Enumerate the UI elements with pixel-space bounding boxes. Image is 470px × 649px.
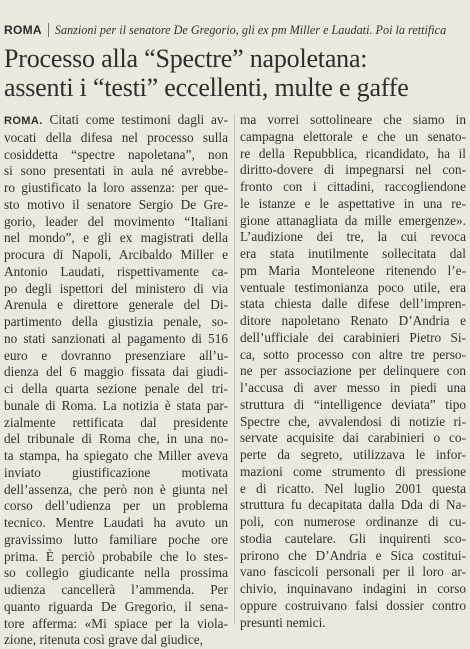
text-line: ta stampa, ha spiegato che Miller aveva <box>4 448 228 463</box>
text-line: servate acquisite dai carabinieri o co- <box>240 430 466 446</box>
text-line: diritto-dovere di impegnarsi nel con- <box>240 162 466 178</box>
text-line: corso dell’udienza per un problema <box>4 498 228 514</box>
text-line: bunale di Roma. La notizia è stata par- <box>4 397 228 413</box>
text-line: fronto con i cittadini, raccogliendone <box>240 179 466 194</box>
kicker-divider <box>48 23 49 37</box>
text-line: euro e dovranno presenziare all’u- <box>4 347 228 363</box>
headline-line: assenti i “testi” eccellenti, multe e gaffe <box>4 73 409 102</box>
text-line: no stati sanzionati al pagamento di 516 <box>4 330 228 346</box>
headline-line: Processo alla “Spectre” napoletana: <box>4 44 368 73</box>
text-line: dell’assenza, che però non è giunta nel <box>4 481 228 497</box>
column-divider <box>234 114 235 624</box>
text-line: poli, con numerose ordinanze di cu- <box>240 514 466 529</box>
text-line-body: Citati come testimoni dagli av- <box>42 112 228 127</box>
text-line: tore afferma: «Mi spiace per la viola- <box>4 615 228 631</box>
text-line: partimento della giustizia penale, so- <box>4 314 228 329</box>
article-kicker <box>4 20 466 40</box>
text-line: Antonio Laudati, rispettivamente ca- <box>4 263 228 279</box>
text-line: sto motivo il senatore Sergio De Gre- <box>4 196 228 212</box>
article-column-2 <box>240 112 466 631</box>
text-line: cosiddetta “spectre napoletana”, non <box>4 146 228 162</box>
text-line: e di ricatto. Nel luglio 2001 questa <box>240 480 466 496</box>
article-headline <box>4 44 468 102</box>
text-line: pm Maria Monteleone ritenendo l’e- <box>240 262 466 278</box>
text-line: presunti nemici. <box>240 614 326 630</box>
text-line: campagna elettorale e che un senato- <box>240 128 466 144</box>
text-line: struttura fu decapitata dalla Dda di Na- <box>240 497 466 513</box>
text-line: ca, sotto processo con altre tre perso- <box>240 346 466 362</box>
text-line <box>4 112 228 130</box>
text-line: prirono che D’Andria e Sica costitui- <box>240 547 466 563</box>
text-line: mazioni come strumento di pressione <box>240 463 466 479</box>
article-column-1 <box>4 112 228 649</box>
text-line: dienza del 6 maggio fissata dai giudi- <box>4 364 228 380</box>
text-line: Arenula e direttore generale del Di- <box>4 297 228 313</box>
text-line: nel mondo”, e gli ex magistrati della <box>4 230 228 246</box>
text-line: L’audizione dei tre, la cui revoca <box>240 229 466 245</box>
text-line: ci della quarta sezione penale del tri- <box>4 381 228 396</box>
text-line: gione attanagliata da mille emergenze». <box>240 212 466 228</box>
text-line: inviato giustificazione motivata <box>4 464 228 480</box>
text-line: vano fascicoli personali per il loro ar- <box>240 564 466 580</box>
text-line: le istanze e le aspettative in una re- <box>240 195 466 211</box>
text-line: zione, ritenuta così grave dal giudice, <box>4 632 204 648</box>
text-line: stata chiesta dalle difese dell’impren- <box>240 296 466 312</box>
text-line: zialmente rettificata dal presidente <box>4 414 228 430</box>
text-line: tecnico. Mentre Laudati ha avuto un <box>4 515 228 530</box>
text-line: dell’ufficiale dei carabinieri Pietro Si- <box>240 329 466 345</box>
text-line: so collegio giudicante nella prossima <box>4 565 228 581</box>
text-line: gorio, leader del movimento “Italiani <box>4 213 228 229</box>
text-line: si sono presentati in aula né avrebbe- <box>4 163 228 179</box>
text-line: re della Repubblica, ricandidato, ha il <box>240 145 466 161</box>
section-label: ROMA <box>4 23 42 37</box>
text-line: era stata inutilmente sollecitata dal <box>240 246 466 261</box>
text-line: quanto riguarda De Gregorio, il sena- <box>4 598 228 614</box>
text-line: l’accusa di aver messo in piedi una <box>240 380 466 395</box>
text-line: vocati della difesa nel processo sulla <box>4 129 228 145</box>
text-line: stodia cautelare. Gli inquirenti sco- <box>240 530 466 546</box>
text-line: del tribunale di Roma che, in una no- <box>4 431 228 447</box>
text-line: ditore napoletano Renato D’Andria e <box>240 313 466 328</box>
text-line: struttura di “intelligence deviata” tipo <box>240 396 466 412</box>
text-line: Spectre che, avvalendosi di notizie ri- <box>240 413 466 429</box>
text-line: chivio, inquinavano indagini in corso <box>240 581 466 596</box>
article-subtitle: Sanzioni per il senatore De Gregorio, gli ex pm Miller e Laudati. Poi la rettifica <box>54 22 447 37</box>
text-line: ro giustificato la loro assenza: per que- <box>4 180 228 195</box>
text-line: procura di Napoli, Arcibaldo Miller e <box>4 247 228 262</box>
text-line: gravissimo lutto familiare poche ore <box>4 531 228 547</box>
text-line: perte da segreto, utilizzava le infor- <box>240 447 466 462</box>
text-line: ne per associazione per delinquere con <box>240 363 466 379</box>
text-line: ventuale testimonianza poco utile, era <box>240 279 466 295</box>
text-line: po degli ispettori del ministero di via <box>4 280 228 296</box>
dateline: ROMA. <box>4 115 43 127</box>
text-line: udienza cancellerà l’ammenda. Per <box>4 582 228 597</box>
text-line: oppure costruivano falsi dossier contro <box>240 597 466 613</box>
text-line: prima. È perciò probabile che lo stes- <box>4 548 228 564</box>
text-line: ma vorrei sottolineare che siamo in <box>240 112 466 127</box>
